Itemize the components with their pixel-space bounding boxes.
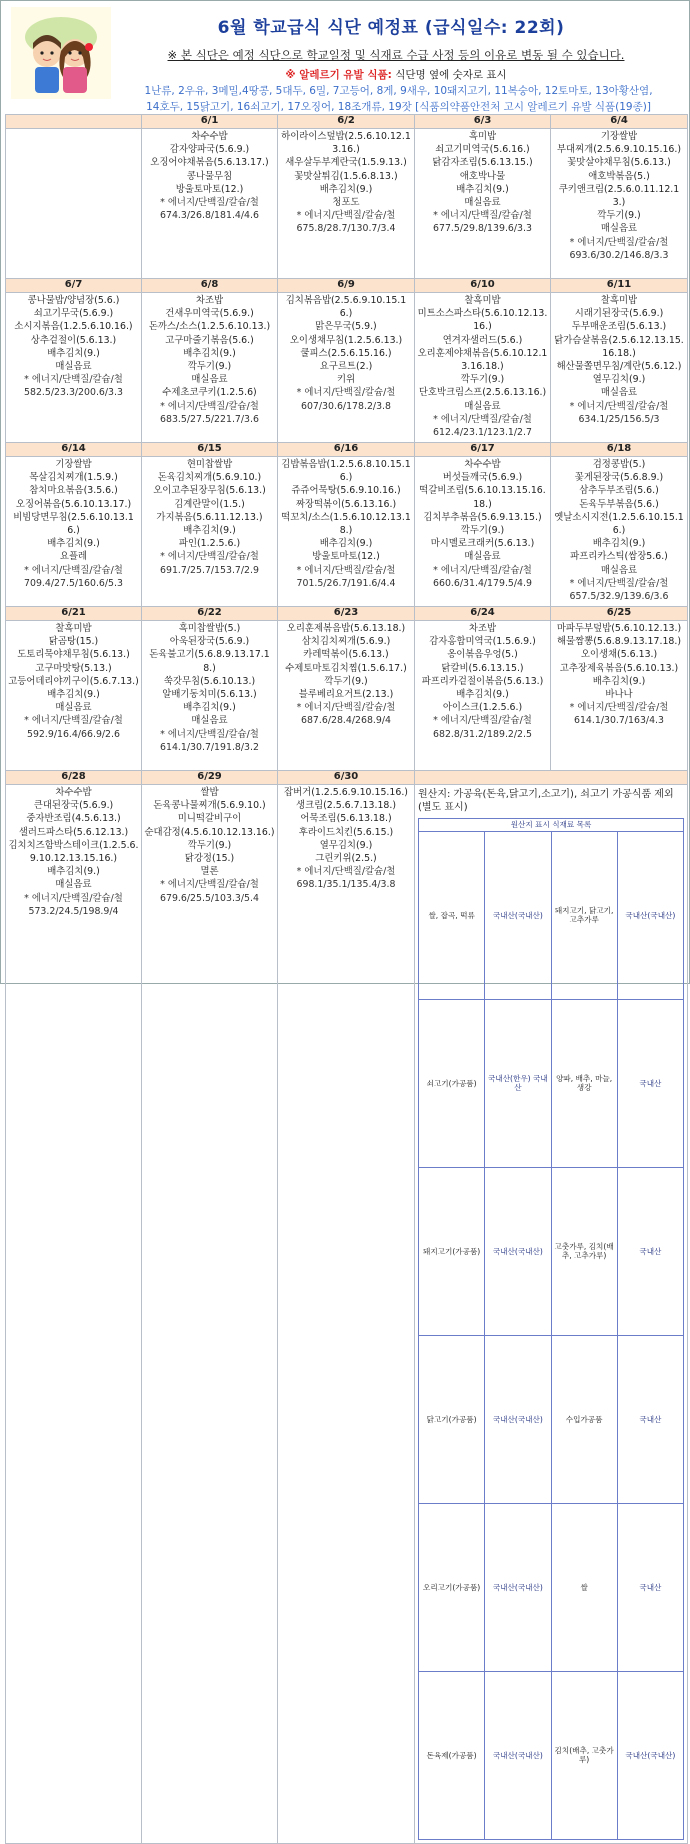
menu-item: 쿠키앤크림(2.5.6.0.11.12.13.) [558, 183, 680, 209]
menu-item: 쇠고기무국(5.6.9.) [33, 308, 114, 320]
week-menu-row [6, 621, 688, 771]
menu-item: 차수수밥 [55, 787, 92, 798]
menu-item: 오리훈제볶음밥(5.6.13.18.) [286, 623, 406, 634]
menu-item: 배추김치(9.) [183, 525, 236, 537]
nutrition-values: 683.5/27.5/221.7/3.6 [160, 413, 259, 425]
origin-cell: 돼지고기, 닭고기, 고추가루 [551, 831, 617, 999]
origin-cell: 고춧가루, 김치(배추, 고추가루) [551, 1167, 617, 1335]
origin-row [419, 1167, 684, 1335]
origin-cell: 국내산(국내산) [485, 1671, 551, 1839]
menu-item: 돈까스/소스(1.2.5.6.10.13.) [148, 321, 271, 333]
day-menu-cell [6, 621, 142, 771]
menu-item: 오징어야채볶음(5.6.13.17.) [150, 157, 269, 169]
menu-item: 아욱된장국(5.6.9.) [169, 636, 250, 648]
menu-item: 순대감정(4.5.6.10.12.13.16.) [144, 826, 275, 838]
menu-item: 매실음료 [600, 387, 638, 399]
day-menu-cell [415, 293, 551, 443]
menu-item: 수제초코쿠키(1.2.5.6) [162, 387, 257, 399]
menu-item: 콩나물무침 [186, 170, 233, 182]
nutrition-label: * 에너지/단백질/칼슘/철 [160, 551, 259, 563]
nutrition-values: 701.5/26.7/191.6/4.4 [296, 577, 396, 589]
menu-item: 매실음료 [464, 197, 501, 209]
date-cell: 6/14 [6, 443, 142, 457]
nutrition-values: 674.3/26.8/181.4/4.6 [160, 210, 259, 222]
menu-item: 콩나물밥/양념장(5.6.) [27, 295, 120, 306]
origin-cell: 쇠고기(가공품) [419, 999, 485, 1167]
origin-row [419, 1335, 684, 1503]
date-cell: 6/3 [415, 115, 551, 129]
day-menu-cell [278, 785, 415, 1844]
origin-cell: 닭고기(가공품) [419, 1335, 485, 1503]
menu-item: 요구르트(2.) [319, 361, 373, 373]
menu-item: 옛날소시지전(1.2.5.6.10.15.16.) [554, 511, 684, 537]
menu-item: 고등어데리야끼구이(5.6.7.13.) [8, 675, 139, 687]
menu-item: 배추김치(9.) [47, 347, 100, 359]
menu-item: 파프리카스틱(쌈장5.6.) [570, 551, 668, 563]
date-cell: 6/28 [6, 771, 142, 785]
menu-item: 닭곰탕(15.) [48, 636, 99, 648]
menu-item: 열무김치(9.) [319, 839, 373, 851]
menu-item: 꽃게된장국(5.6.8.9.) [574, 472, 664, 484]
nutrition-label: * 에너지/단백질/칼슘/철 [569, 702, 669, 714]
date-cell: 6/18 [551, 443, 688, 457]
allergy-list-line: 1난류, 2우유, 3메밀,4땅콩, 5대두, 6밀, 7고등어, 8게, 9새우, 10돼지고기, 11복숭아, 12토마토, 13아황산염, [144, 85, 653, 97]
week-date-row [6, 279, 688, 293]
menu-item: 감자홍합미역국(1.5.6.9.) [429, 636, 536, 648]
nutrition-values: 679.6/25.5/103.3/5.4 [160, 892, 259, 904]
menu-item: 오이생채(5.6.13.) [580, 649, 658, 661]
nutrition-values: 614.1/30.7/191.8/3.2 [160, 741, 259, 753]
menu-item: 기장쌀밥 [55, 459, 92, 470]
menu-item: 배추김치(9.) [47, 538, 100, 550]
menu-item: 큰대된장국(5.6.9.) [33, 800, 114, 812]
change-notice: ※ 본 식단은 예정 식단으로 학교일정 및 식재료 수급 사정 등의 이유로 변동 될 수 있습니다. [167, 48, 625, 62]
menu-item: 쿨피스(2.5.6.15.16.) [300, 347, 392, 359]
menu-table [5, 114, 688, 1844]
menu-item: 부대찌개(2.5.6.9.10.15.16.) [556, 144, 682, 156]
menu-item: 수제토마토김치찜(1.5.6.17.) [285, 662, 407, 674]
menu-item: 삼치김치찌개(5.6.9.) [301, 636, 391, 648]
menu-item: 바나나 [605, 689, 633, 701]
menu-item: 상추겉절이(5.6.13.) [30, 334, 117, 346]
menu-item: 차수수밥 [464, 459, 501, 470]
allergy-list-line: 14호두, 15닭고기, 16쇠고기, 17오징어, 18조개류, 19잣 [식품의약품안전처 고시 알레르기 유발 식품(19종)] [146, 101, 651, 113]
menu-item: 키위 [336, 374, 356, 386]
menu-item: 김치치즈함박스테이크(1.2.5.6.9.10.12.13.15.16.) [8, 839, 139, 865]
menu-item: 방울토마토(12.) [175, 183, 244, 195]
day-menu-cell [415, 129, 551, 279]
menu-item: 현미찹쌀밥 [186, 459, 233, 470]
origin-cell: 국내산 [617, 1335, 683, 1503]
origin-cell: 쌀, 잡곡, 떡류 [419, 831, 485, 999]
nutrition-label: * 에너지/단백질/칼슘/철 [433, 564, 532, 576]
menu-item: 애호박나물 [459, 170, 506, 182]
menu-item: 깍두기(9.) [460, 374, 505, 386]
nutrition-values: 614.1/30.7/163/4.3 [574, 715, 664, 727]
menu-item: 꽃맛살야채무침(5.6.13.) [567, 157, 671, 169]
nutrition-values: 698.1/35.1/135.4/3.8 [296, 879, 396, 891]
menu-item: 마파두부덮밥(5.6.10.12.13.) [556, 623, 682, 634]
menu-item: 매실음료 [191, 715, 228, 727]
origin-cell: 국내산 [617, 1167, 683, 1335]
menu-item: 열무김치(9.) [592, 374, 646, 386]
menu-item: 배추김치(9.) [592, 675, 646, 687]
date-cell: 6/29 [142, 771, 278, 785]
date-cell: 6/24 [415, 607, 551, 621]
menu-item: 후라이드치킨(5.6.15.) [298, 826, 394, 838]
menu-item: 마시멜로크래커(5.6.13.) [430, 538, 535, 550]
date-cell: 6/9 [278, 279, 415, 293]
day-menu-cell [551, 129, 688, 279]
origin-cell: 돼지고기(가공품) [419, 1167, 485, 1335]
menu-item: 애호박볶음(5.) [588, 170, 650, 182]
menu-item: 찰흑미밥 [600, 295, 638, 306]
allergy-tail: 식단명 옆에 숫자로 표시 [395, 69, 507, 81]
day-menu-cell [278, 293, 415, 443]
origin-row [419, 1503, 684, 1671]
origin-cell: 국내산(국내산) [617, 1671, 683, 1839]
menu-item: 검정콩밥(5.) [592, 459, 646, 470]
menu-item: 참치마요볶음(3.5.6.) [29, 485, 118, 497]
week-date-row [6, 607, 688, 621]
menu-item: 시래기된장국(5.6.9.) [574, 308, 664, 320]
menu-item: 건새우미역국(5.6.9.) [165, 308, 254, 320]
origin-heading: 원산지: 가공육(돈육,닭고기,소고기), 쇠고기 가공식품 제외(별도 표시) [418, 789, 674, 814]
menu-item: 블루베리요거트(2.13.) [298, 689, 394, 701]
menu-item: 매실음료 [55, 702, 92, 714]
date-cell: 6/10 [415, 279, 551, 293]
menu-item: 배추김치(9.) [183, 347, 236, 359]
date-cell: 6/25 [551, 607, 688, 621]
origin-row [419, 999, 684, 1167]
menu-item: 오이고추된장무침(5.6.13.) [153, 485, 266, 497]
nutrition-label: * 에너지/단백질/칼슘/철 [296, 387, 396, 399]
empty-date-cell [415, 771, 688, 785]
week-menu-row [6, 293, 688, 443]
day-menu-cell [6, 785, 142, 1844]
day-menu-cell [142, 293, 278, 443]
date-cell: 6/22 [142, 607, 278, 621]
nutrition-values: 677.5/29.8/139.6/3.3 [433, 223, 532, 235]
nutrition-label: * 에너지/단백질/칼슘/철 [433, 413, 532, 425]
nutrition-label: * 에너지/단백질/칼슘/철 [569, 400, 669, 412]
menu-item: 오징어볶음(5.6.10.13.17.) [15, 498, 132, 510]
day-menu-cell [6, 457, 142, 607]
menu-item: 배추김치(9.) [47, 866, 100, 878]
menu-item: 깍두기(9.) [187, 361, 232, 373]
nutrition-label: * 에너지/단백질/칼슘/철 [24, 892, 123, 904]
day-menu-cell [551, 293, 688, 443]
day-menu-cell [415, 457, 551, 607]
menu-item: 김밥볶음밥(1.2.5.6.8.10.15.16.) [281, 459, 411, 484]
nutrition-label: * 에너지/단백질/칼슘/철 [296, 210, 396, 222]
menu-item: 연겨자샐러드(5.6.) [442, 334, 523, 346]
origin-table [418, 818, 684, 1840]
menu-item: 배추김치(9.) [319, 183, 373, 195]
nutrition-label: * 에너지/단백질/칼슘/철 [160, 879, 259, 891]
day-menu-cell [142, 621, 278, 771]
origin-cell: 양파, 배추, 마늘, 생강 [551, 999, 617, 1167]
menu-item: 멸론 [200, 866, 219, 878]
menu-item: 알배기동치미(5.6.13.) [162, 689, 257, 701]
nutrition-label: * 에너지/단백질/칼슘/철 [24, 564, 123, 576]
menu-item: 매실음료 [464, 551, 501, 563]
menu-item: 찰흑미밥 [464, 295, 501, 306]
nutrition-values: 687.6/28.4/268.9/4 [301, 715, 391, 727]
allergy-label: ※ 알레르기 유발 식품: [285, 69, 392, 81]
nutrition-label: * 에너지/단백질/칼슘/철 [296, 564, 396, 576]
menu-item: 깍두기(9.) [187, 839, 232, 851]
origin-cell: 김치(배추, 고춧가루) [551, 1671, 617, 1839]
origin-cell: 국내산(국내산) [617, 831, 683, 999]
day-menu-cell [415, 621, 551, 771]
empty-date-cell [6, 115, 142, 129]
menu-item: 배추김치(9.) [456, 183, 509, 195]
origin-cell: 국내산 [617, 1503, 683, 1671]
menu-item: 매실음료 [600, 223, 638, 235]
header [1, 1, 689, 113]
menu-item: 닭칼비(5.6.13.15.) [441, 662, 524, 674]
menu-item: 쇠고기미역국(5.6.16.) [435, 144, 530, 156]
nutrition-label: * 에너지/단백질/칼슘/철 [569, 236, 669, 248]
menu-item: 돈육두부볶음(5.6.) [579, 498, 659, 510]
menu-item: 도토리묵야채무침(5.6.13.) [17, 649, 130, 661]
nutrition-values: 592.9/16.4/66.9/2.6 [27, 728, 120, 740]
menu-item: 배추김치(9.) [183, 702, 236, 714]
date-cell: 6/16 [278, 443, 415, 457]
menu-item: 샐러드파스타(5.6.12.13.) [18, 826, 129, 838]
origin-cell: 돈육제(가공품) [419, 1671, 485, 1839]
nutrition-values: 657.5/32.9/139.6/3.6 [569, 591, 669, 603]
date-cell: 6/8 [142, 279, 278, 293]
nutrition-values: 612.4/23.1/123.1/2.7 [433, 427, 532, 439]
menu-item: 미트소스파스타(5.6.10.12.13.16.) [417, 308, 548, 333]
menu-item: 하이라이스덮밥(2.5.6.10.12.13.16.) [281, 131, 411, 156]
menu-item: 김계란말이(1.5.) [174, 498, 245, 510]
menu-item: 꽃맛살튀김(1.5.6.8.13.) [294, 170, 398, 182]
menu-item: 깍두기(9.) [597, 210, 641, 222]
origin-cell: 국내산(한우) 국내산 [485, 999, 551, 1167]
menu-item: 돈육김치찌개(5.6.9.10.) [157, 472, 262, 484]
menu-item: 오이생채무침(1.2.5.6.13.) [289, 334, 403, 346]
menu-item: 깍두기(9.) [324, 675, 368, 687]
menu-item: 아이스크(1.2.5.6.) [442, 702, 523, 714]
origin-panel [415, 785, 688, 1844]
origin-table-title: 원산지 표시 식재료 목록 [419, 819, 684, 832]
week-date-row [6, 443, 688, 457]
menu-item: 쥬쥬어묵탕(5.6.9.10.16.) [291, 485, 401, 497]
date-cell: 6/23 [278, 607, 415, 621]
menu-item: 배추김치(9.) [47, 689, 100, 701]
origin-cell: 쌀 [551, 1503, 617, 1671]
menu-item: 요플레 [59, 551, 88, 563]
menu-item: 짜장떡볶이(5.6.13.16.) [295, 498, 397, 510]
menu-item: 매실음료 [464, 400, 501, 412]
menu-item: 배추김치(9.) [456, 689, 509, 701]
origin-cell: 국내산(국내산) [485, 1503, 551, 1671]
menu-item: 옹이볶음우엉(5.) [447, 649, 518, 661]
menu-item: 돈육콩나물찌개(5.6.9.10.) [153, 800, 266, 812]
menu-item: 중자반조림(4.5.6.13.) [26, 813, 121, 825]
origin-cell: 국내산(국내산) [485, 1335, 551, 1503]
menu-item: 흑미찹쌀밥(5.) [178, 623, 241, 634]
nutrition-values: 634.1/25/156.5/3 [578, 413, 660, 425]
menu-item: 청포도 [332, 197, 360, 209]
menu-item: 가지볶음(5.6.11.12.13.) [156, 511, 263, 523]
date-cell: 6/2 [278, 115, 415, 129]
day-menu-cell [551, 457, 688, 607]
nutrition-values: 607/30.6/178.2/3.8 [301, 400, 391, 412]
week-menu-row [6, 129, 688, 279]
origin-table-title-row [419, 819, 684, 832]
menu-item: 두부매운조림(5.6.13.) [571, 321, 667, 333]
day-menu-cell [278, 129, 415, 279]
page-title: 6월 학교급식 식단 예정표 (급식일수: 22회) [217, 18, 565, 38]
week-menu-row [6, 785, 688, 1844]
menu-item: 깍두기(9.) [460, 525, 505, 537]
menu-item: 단호박크림스프(2.5.6.13.16.) [418, 387, 547, 399]
menu-item: 목살김치찌개(1.5.9.) [29, 472, 118, 484]
menu-item: 고구마맛탕(5.13.) [35, 662, 112, 674]
menu-item: 닭감자조림(5.6.13.15.) [432, 157, 533, 169]
menu-item: 쌀밥 [200, 787, 219, 798]
menu-item: 닭강정(15.) [184, 853, 235, 865]
date-cell: 6/17 [415, 443, 551, 457]
menu-item: 감자양파국(5.6.9.) [169, 144, 250, 156]
school-kids-logo [11, 7, 111, 99]
menu-item: 쑥갓무침(5.6.10.13.) [163, 675, 256, 687]
menu-item: 매실음료 [600, 564, 638, 576]
date-cell: 6/7 [6, 279, 142, 293]
week-date-row [6, 771, 688, 785]
nutrition-label: * 에너지/단백질/칼슘/철 [160, 400, 259, 412]
nutrition-values: 691.7/25.7/153.7/2.9 [160, 564, 259, 576]
nutrition-values: 682.8/31.2/189.2/2.5 [433, 728, 532, 740]
empty-menu-cell [6, 129, 142, 279]
nutrition-values: 582.5/23.3/200.6/3.3 [24, 387, 123, 399]
menu-item: 새우살두부계란국(1.5.9.13.) [285, 157, 407, 169]
menu-item: 삼추두부조림(5.6.) [579, 485, 659, 497]
nutrition-label: * 에너지/단백질/칼슘/철 [24, 715, 123, 727]
menu-item: 돈육불고기(5.6.8.9.13.17.18.) [149, 649, 270, 674]
date-cell: 6/30 [278, 771, 415, 785]
origin-cell: 국내산 [617, 999, 683, 1167]
menu-item: 배추김치(9.) [592, 538, 646, 550]
nutrition-label: * 에너지/단백질/칼슘/철 [24, 374, 123, 386]
nutrition-values: 709.4/27.5/160.6/5.3 [24, 577, 123, 589]
menu-item: 미니떡갈비구이 [177, 813, 242, 825]
week-date-row [6, 115, 688, 129]
allergy-notice [111, 67, 681, 82]
menu-item: 생크림(2.5.6.7.13.18.) [295, 800, 397, 812]
day-menu-cell [6, 293, 142, 443]
origin-cell: 국내산(국내산) [485, 831, 551, 999]
day-menu-cell [142, 785, 278, 1844]
origin-cell: 수입가공품 [551, 1335, 617, 1503]
nutrition-label: * 에너지/단백질/칼슘/철 [433, 210, 532, 222]
date-cell: 6/15 [142, 443, 278, 457]
nutrition-label: * 에너지/단백질/칼슘/철 [296, 866, 396, 878]
menu-item: 맑은무국(5.9.) [315, 321, 377, 333]
menu-item: 배추김치(9.) [319, 538, 373, 550]
menu-item: 흑미밥 [468, 131, 497, 142]
date-cell: 6/21 [6, 607, 142, 621]
menu-item: 잡버거(1.2.5.6.9.10.15.16.) [284, 787, 408, 798]
nutrition-label: * 에너지/단백질/칼슘/철 [296, 702, 396, 714]
menu-item: 차조밥 [468, 623, 497, 634]
date-cell: 6/1 [142, 115, 278, 129]
menu-item: 기장쌀밥 [600, 131, 638, 142]
day-menu-cell [278, 457, 415, 607]
menu-item: 매실음료 [191, 374, 228, 386]
nutrition-label: * 에너지/단백질/칼슘/철 [433, 715, 532, 727]
menu-item: 해물짬뽕(5.6.8.9.13.17.18.) [556, 636, 682, 648]
menu-item: 그린키위(2.5.) [315, 853, 377, 865]
date-cell: 6/11 [551, 279, 688, 293]
menu-item: 떡꼬치/소스(1.5.6.10.12.13.18.) [281, 511, 411, 537]
menu-item: 고추장제육볶음(5.6.10.13.) [559, 662, 679, 674]
day-menu-cell [278, 621, 415, 771]
menu-item: 파프리카겉절이볶음(5.6.13.) [421, 675, 544, 687]
day-menu-cell [551, 621, 688, 771]
menu-item: 매실음료 [55, 361, 92, 373]
origin-row [419, 831, 684, 999]
menu-item: 김치부추볶음(5.6.9.13.15.) [423, 511, 542, 523]
menu-item: 해산물쫄면무침/계란(5.6.12.) [556, 361, 682, 373]
menu-item: 파인(1.2.5.6.) [178, 538, 241, 550]
origin-cell: 국내산(국내산) [485, 1167, 551, 1335]
day-menu-cell [142, 457, 278, 607]
date-cell: 6/4 [551, 115, 688, 129]
nutrition-label: * 에너지/단백질/칼슘/철 [160, 728, 259, 740]
menu-item: 고구마줄기볶음(5.6.) [165, 334, 254, 346]
day-menu-cell [142, 129, 278, 279]
origin-row [419, 1671, 684, 1839]
menu-item: 방울토마토(12.) [312, 551, 380, 563]
menu-item: 매실음료 [55, 879, 92, 891]
menu-item: 김치볶음밥(2.5.6.9.10.15.16.) [285, 295, 407, 320]
menu-item: 차수수밥 [191, 131, 228, 142]
menu-item: 카레떡볶이(5.6.13.) [303, 649, 389, 661]
nutrition-values: 693.6/30.2/146.8/3.3 [569, 249, 669, 261]
nutrition-label: * 에너지/단백질/칼슘/철 [160, 197, 259, 209]
allergy-list [116, 83, 681, 115]
menu-item: 어묵조림(5.6.13.18.) [300, 813, 392, 825]
week-menu-row [6, 457, 688, 607]
origin-cell: 오리고기(가공품) [419, 1503, 485, 1671]
nutrition-values: 675.8/28.7/130.7/3.4 [296, 223, 396, 235]
menu-item: 버섯들깨국(5.6.9.) [442, 472, 523, 484]
menu-item: 차조밥 [195, 295, 224, 306]
nutrition-label: * 에너지/단백질/칼슘/철 [569, 577, 669, 589]
menu-item: 떡갈비조림(5.6.10.13.15.16.18.) [419, 485, 546, 510]
menu-item: 소시지볶음(1.2.5.6.10.16.) [14, 321, 133, 333]
nutrition-values: 573.2/24.5/198.9/4 [28, 905, 119, 917]
menu-item: 닭가슴살볶음(2.5.6.12.13.15.16.18.) [554, 334, 684, 359]
menu-item: 비빔당면무침(2.5.6.10.13.16.) [13, 511, 134, 537]
nutrition-values: 660.6/31.4/179.5/4.9 [433, 577, 532, 589]
menu-item: 오리훈제야채볶음(5.6.10.12.13.16.18.) [417, 347, 548, 373]
menu-item: 찰흑미밥 [55, 623, 92, 634]
